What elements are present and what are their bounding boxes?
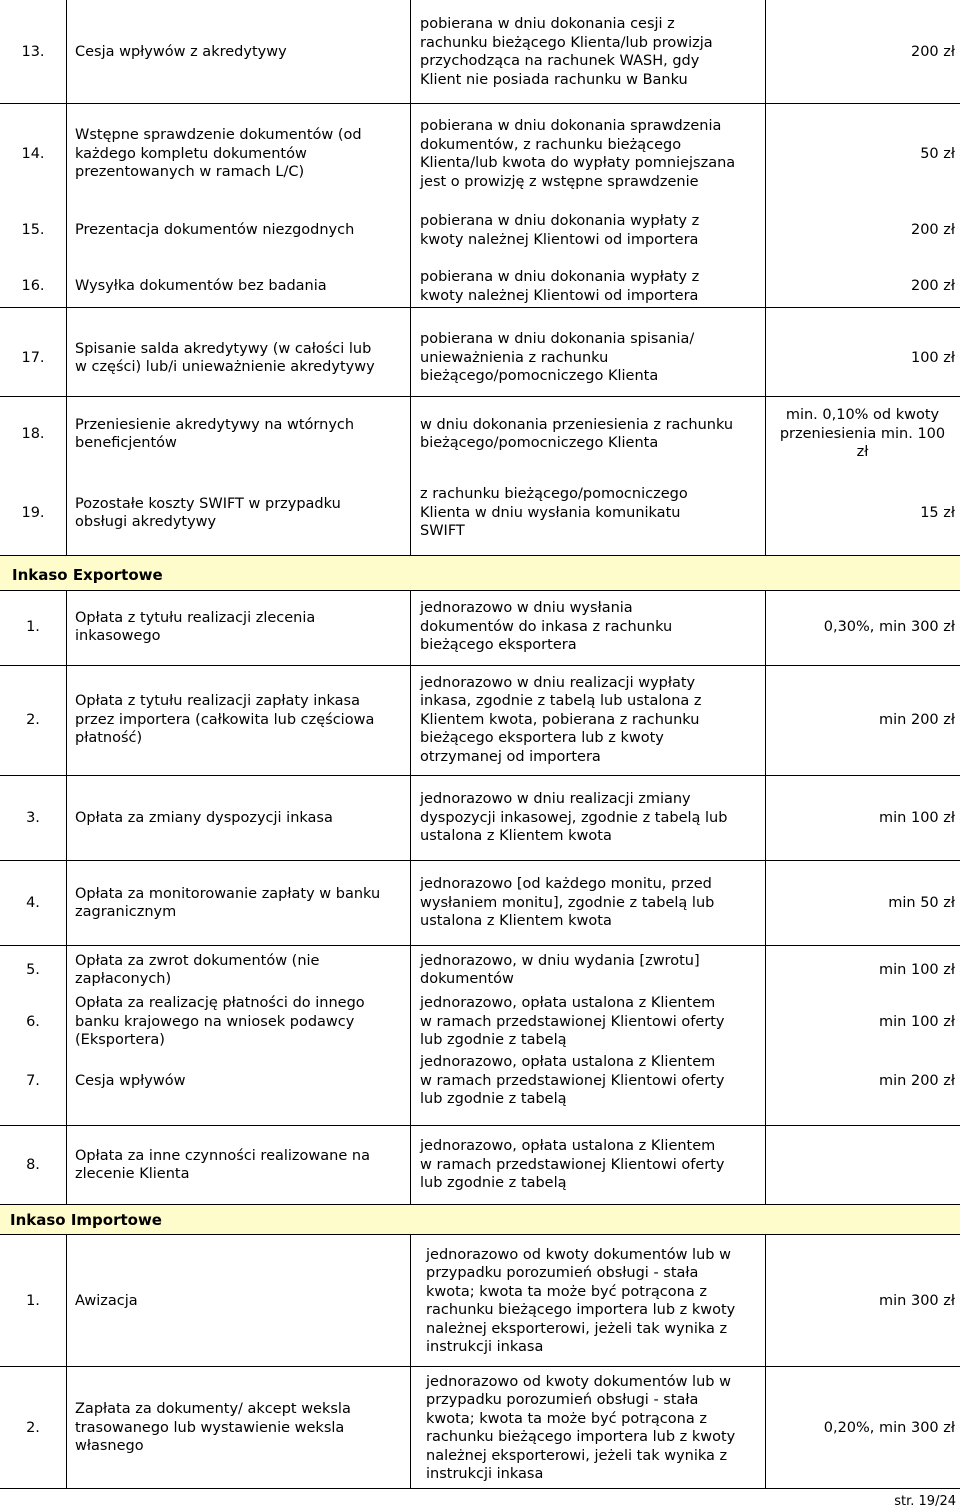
row-divider <box>0 665 960 666</box>
row-number: 18. <box>21 425 45 442</box>
fee-amount: min 200 zł <box>879 711 955 728</box>
service-name: Wstępne sprawdzenie dokumentów (od każdego kompletu dokumentów prezentowanych w ramach L/C) <box>75 127 362 181</box>
collection-terms: jednorazowo od kwoty dokumentów lub w przypadku porozumień obsługi - stała kwota; kwota ta może być potrącona z rachunku bieżącego importera lub z kwoty należnej eksporterowi, jeżeli tak wynika z instrukcji inkasa <box>426 1246 736 1355</box>
collection-terms: jednorazowo w dniu realizacji wypłaty inkasa, zgodnie z tabelą lub ustalona z Klientem kwota, pobierana z rachunku bieżącego eksportera lub z kwoty otrzymanej od importera <box>420 674 702 765</box>
section-import-header <box>0 1205 960 1234</box>
row-number: 1. <box>26 1292 40 1309</box>
row-divider <box>0 1234 960 1235</box>
fee-amount: min 100 zł <box>879 809 955 826</box>
table-row <box>0 670 960 770</box>
table-row <box>0 313 960 403</box>
row-number: 13. <box>21 43 45 60</box>
collection-terms: z rachunku bieżącego/pomocniczego Klienta w dniu wysłania komunikatu SWIFT <box>420 486 688 540</box>
row-number: 2. <box>26 1419 40 1436</box>
service-name: Zapłata za dokumenty/ akcept weksla trasowanego lub wystawienie weksla własnego <box>75 1401 351 1455</box>
collection-terms: pobierana w dniu dokonania spisania/ unieważnienia z rachunku bieżącego/pomocniczego Klienta <box>420 331 695 385</box>
service-name: Opłata za zmiany dyspozycji inkasa <box>75 809 333 826</box>
table-row <box>0 870 960 936</box>
section-export-header <box>0 556 960 590</box>
collection-terms: jednorazowo w dniu wysłania dokumentów do inkasa z rachunku bieżącego eksportera <box>420 600 673 654</box>
service-name: Opłata za monitorowanie zapłaty w banku zagranicznym <box>75 885 381 920</box>
service-name: Opłata za realizację płatności do innego banku krajowego na wniosek podawcy (Eksportera) <box>75 995 365 1049</box>
row-number: 8. <box>26 1156 40 1173</box>
table-row <box>0 1052 960 1110</box>
table-row <box>0 110 960 198</box>
fee-amount: min 50 zł <box>888 894 955 911</box>
fee-amount: min 200 zł <box>879 1072 955 1089</box>
collection-terms: jednorazowo, w dniu wydania [zwrotu] dokumentów <box>420 952 700 987</box>
row-divider <box>0 1488 960 1489</box>
table-row <box>0 402 960 466</box>
table-row <box>0 786 960 850</box>
service-name: Opłata z tytułu realizacji zapłaty inkasa przez importera (całkowita lub częściowa płatność) <box>75 693 375 747</box>
fee-amount: 0,20%, min 300 zł <box>823 1419 955 1436</box>
table-row <box>0 203 960 258</box>
table-row <box>0 477 960 549</box>
row-number: 2. <box>26 711 40 728</box>
row-divider <box>0 945 960 946</box>
service-name: Przeniesienie akredytywy na wtórnych beneficjentów <box>75 416 355 451</box>
row-divider <box>0 1366 960 1367</box>
row-number: 1. <box>26 618 40 635</box>
service-name: Prezentacja dokumentów niezgodnych <box>75 222 355 239</box>
row-number: 7. <box>26 1072 40 1089</box>
section-export-title: Inkaso Exportowe <box>12 566 163 584</box>
collection-terms: jednorazowo, opłata ustalona z Klientem w ramach przedstawionej Klientowi oferty lub zgodnie z tabelą <box>420 1054 725 1108</box>
fee-amount: min 300 zł <box>879 1292 955 1309</box>
row-number: 4. <box>26 894 40 911</box>
table-row <box>0 1370 960 1486</box>
fee-amount: 200 zł <box>910 222 955 239</box>
row-number: 3. <box>26 809 40 826</box>
row-number: 15. <box>21 222 45 239</box>
fee-amount: min 100 zł <box>879 961 955 978</box>
collection-terms: jednorazowo od kwoty dokumentów lub w przypadku porozumień obsługi - stała kwota; kwota ta może być potrącona z rachunku bieżącego importera lub z kwoty należnej eksporterowi, jeżeli tak wynika z instrukcji inkasa <box>426 1373 736 1482</box>
row-divider <box>0 775 960 776</box>
collection-terms: jednorazowo, opłata ustalona z Klientem w ramach przedstawionej Klientowi oferty lub zgodnie z tabelą <box>420 995 725 1049</box>
collection-terms: w dniu dokonania przeniesienia z rachunku bieżącego/pomocniczego Klienta <box>420 416 734 451</box>
row-divider <box>0 1125 960 1126</box>
table-row <box>0 594 960 660</box>
service-name: Opłata za zwrot dokumentów (nie zapłaconych) <box>75 952 320 987</box>
service-name: Pozostałe koszty SWIFT w przypadku obsługi akredytywy <box>75 495 341 530</box>
table-row <box>0 8 960 96</box>
fee-amount: 50 zł <box>920 145 955 162</box>
collection-terms: pobierana w dniu dokonania wypłaty z kwoty należnej Klientowi od importera <box>420 269 700 304</box>
table-row <box>0 993 960 1051</box>
service-name: Opłata z tytułu realizacji zlecenia inkasowego <box>75 609 316 644</box>
row-number: 19. <box>21 504 45 521</box>
fee-amount: min 100 zł <box>879 1013 955 1030</box>
row-number: 14. <box>21 145 45 162</box>
fee-amount <box>770 1136 955 1194</box>
fee-amount: 200 zł <box>910 43 955 60</box>
row-number: 6. <box>26 1013 40 1030</box>
collection-terms: jednorazowo [od każdego monitu, przed wysłaniem monitu], zgodnie z tabelą lub ustalona z Klientem kwota <box>420 876 715 930</box>
fee-amount: 15 zł <box>920 504 955 521</box>
fee-amount: 100 zł <box>910 349 955 366</box>
row-number: 5. <box>26 961 40 978</box>
service-name: Spisanie salda akredytywy (w całości lub w części) lub/i unieważnienie akredytywy <box>75 340 375 375</box>
fee-amount: min. 0,10% od kwoty przeniesienia min. 100 zł <box>779 407 946 461</box>
service-name: Cesja wpływów <box>75 1072 186 1089</box>
collection-terms: jednorazowo, opłata ustalona z Klientem w ramach przedstawionej Klientowi oferty lub zgodnie z tabelą <box>420 1138 725 1192</box>
service-name: Cesja wpływów z akredytywy <box>75 43 287 60</box>
table-row <box>0 259 960 314</box>
section-import-title: Inkaso Importowe <box>10 1211 162 1229</box>
collection-terms: pobierana w dniu dokonania wypłaty z kwoty należnej Klientowi od importera <box>420 213 700 248</box>
row-number: 17. <box>21 349 45 366</box>
fee-amount: 0,30%, min 300 zł <box>823 618 955 635</box>
table-row <box>0 950 960 990</box>
fee-amount: 200 zł <box>910 278 955 295</box>
row-number: 16. <box>21 278 45 295</box>
service-name: Awizacja <box>75 1292 138 1309</box>
table-row <box>0 1136 960 1194</box>
table-row <box>0 1243 960 1359</box>
service-name: Wysyłka dokumentów bez badania <box>75 278 327 295</box>
row-divider <box>0 860 960 861</box>
collection-terms: pobierana w dniu dokonania cesji z rachunku bieżącego Klienta/lub prowizja przychodząca na rachunek WASH, gdy Klient nie posiada rachunku w Banku <box>420 16 713 88</box>
collection-terms: pobierana w dniu dokonania sprawdzenia dokumentów, z rachunku bieżącego Klienta/lub kwota do wypłaty pomniejszana jest o prowizję z wstępne sprawdzenie <box>420 118 736 190</box>
service-name: Opłata za inne czynności realizowane na zlecenie Klienta <box>75 1147 370 1182</box>
row-divider <box>0 590 960 591</box>
page-number: str. 19/24 <box>894 1494 956 1509</box>
collection-terms: jednorazowo w dniu realizacji zmiany dyspozycji inkasowej, zgodnie z tabelą lub ustalona z Klientem kwota <box>420 791 728 845</box>
row-divider <box>0 103 960 104</box>
